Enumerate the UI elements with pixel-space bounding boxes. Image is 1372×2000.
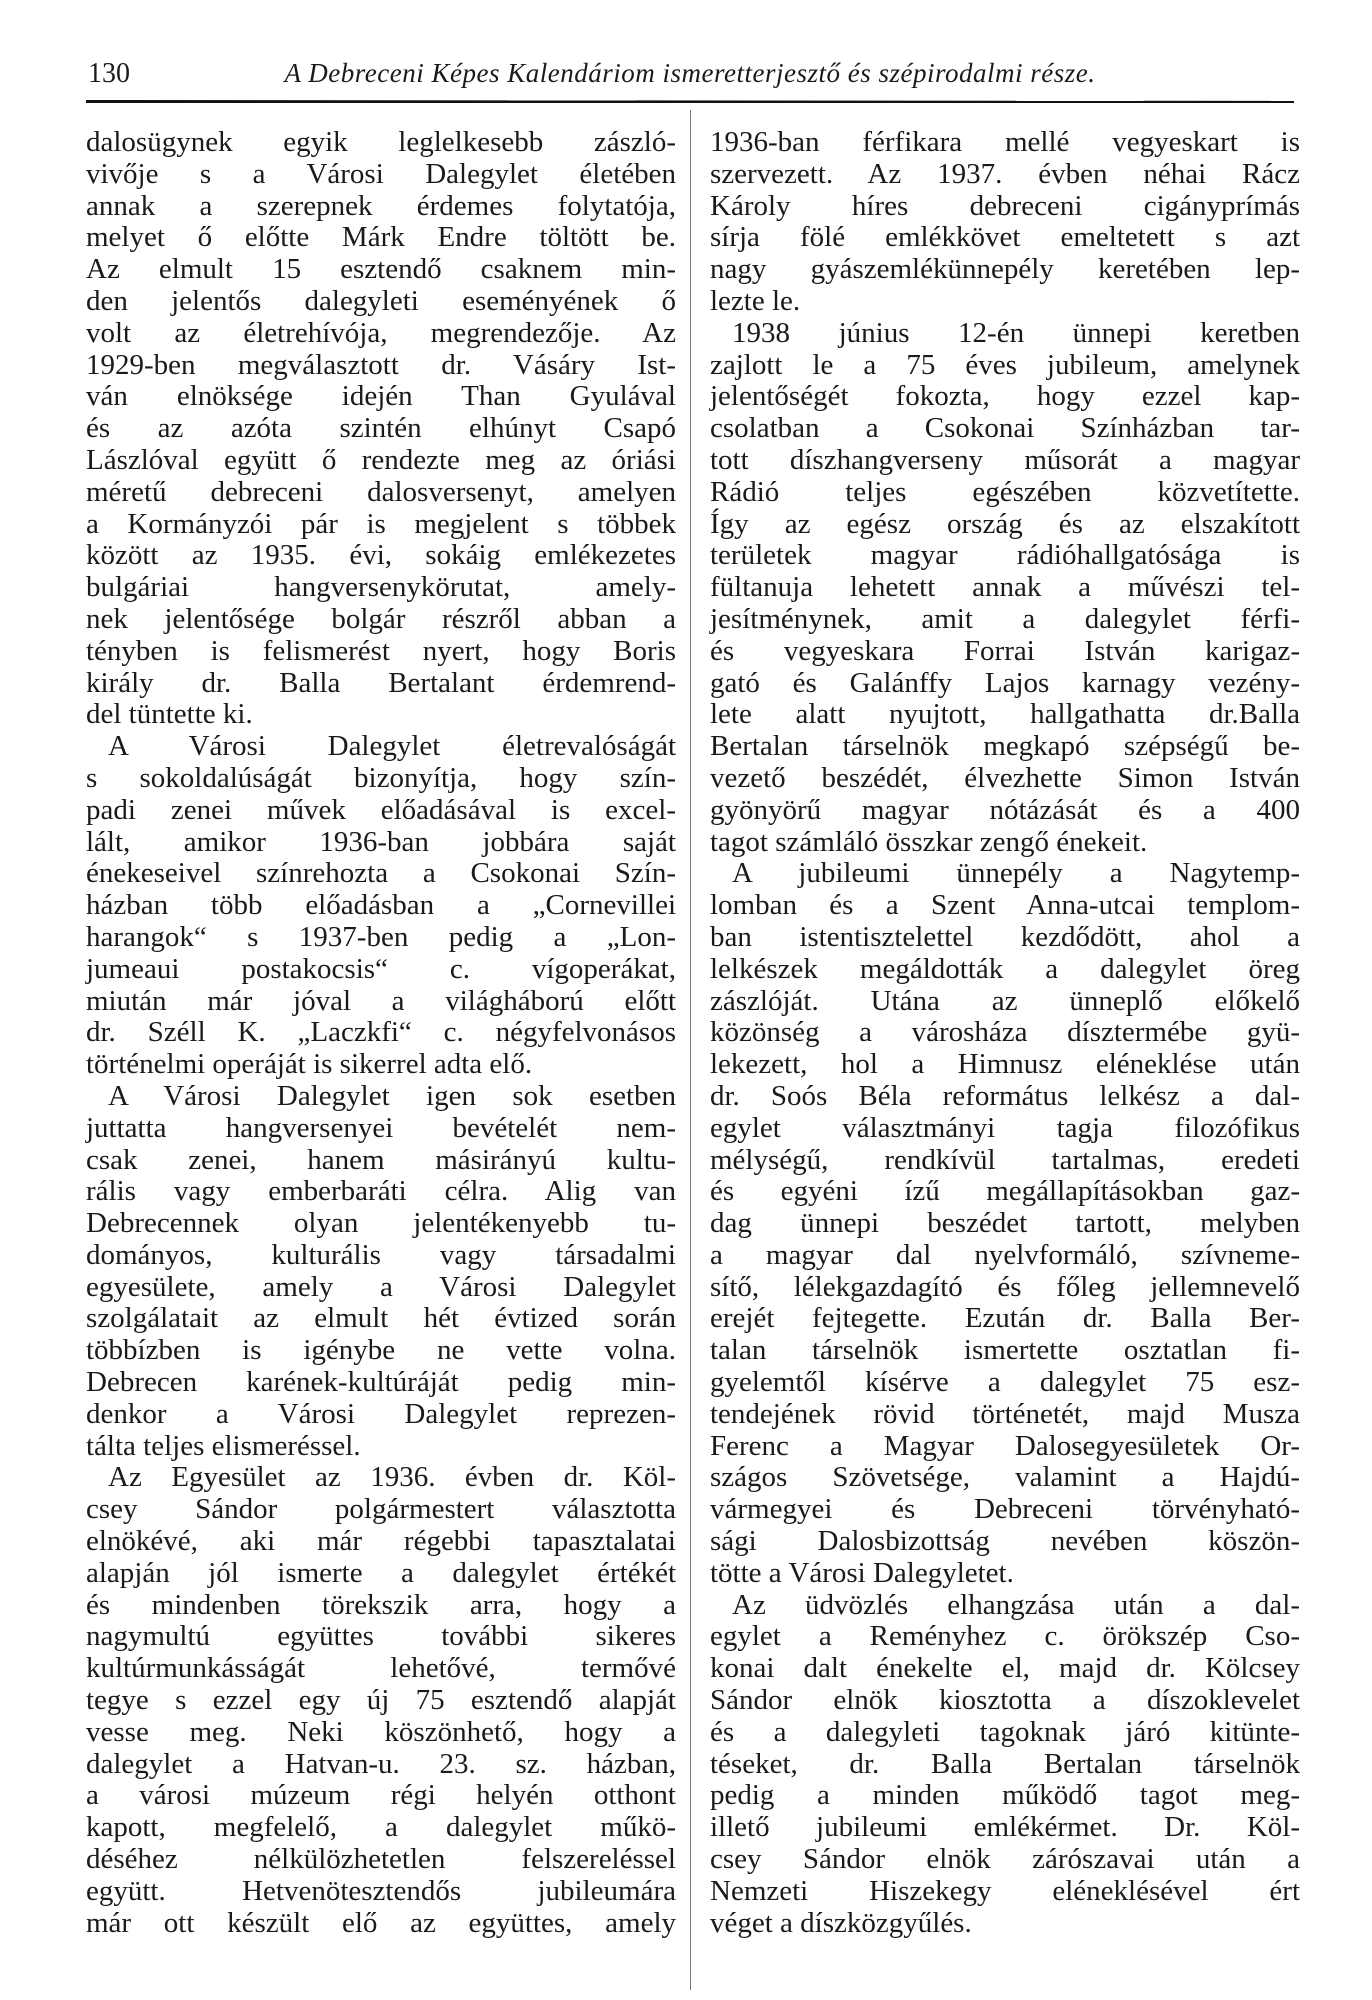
- text-line: zászlóját. Utána az ünneplő előkelő: [710, 984, 1300, 1017]
- text-line: erejét fejtegette. Ezután dr. Balla Ber-: [710, 1302, 1300, 1335]
- text-line: egylet a Reményhez c. örökszép Cso-: [710, 1620, 1300, 1653]
- text-line: 1938 június 12-én ünnepi keretben: [732, 316, 1300, 349]
- text-line: rális vagy emberbaráti célra. Alig van: [86, 1175, 676, 1208]
- text-line: dalosügynek egyik leglelkesebb zászló-: [86, 126, 676, 158]
- text-line: és az azóta szintén elhúnyt Csapó: [86, 412, 676, 445]
- text-line: Az Egyesület az 1936. évben dr. Köl-: [108, 1461, 676, 1494]
- text-line: miután már jóval a világháború előtt: [86, 984, 676, 1017]
- text-line: tagot számláló összkar zengő énekeit.: [710, 825, 1148, 858]
- text-line: gyelemtől kísérve a dalegylet 75 esz-: [710, 1366, 1300, 1399]
- text-line: lált, amikor 1936-ban jobbára saját: [86, 825, 676, 858]
- text-line: a Kormányzói pár is megjelent s többek: [86, 507, 676, 540]
- text-line: Debrecen karének-kultúráját pedig min-: [86, 1366, 676, 1399]
- text-line: szervezett. Az 1937. évben néhai Rácz: [710, 157, 1300, 190]
- text-line: Nemzeti Hiszekegy eléneklésével ért: [710, 1874, 1300, 1907]
- text-line: énekeseivel színrehozta a Csokonai Szín-: [86, 857, 676, 890]
- text-line: dalegylet a Hatvan-u. 23. sz. házban,: [86, 1747, 676, 1780]
- text-line: kapott, megfelelő, a dalegylet műkö-: [86, 1811, 676, 1844]
- text-line: tegye s ezzel egy új 75 esztendő alapját: [86, 1684, 676, 1717]
- text-line: A Városi Dalegylet életrevalóságát: [108, 730, 676, 763]
- text-line: a magyar dal nyelvformáló, szívneme-: [710, 1238, 1300, 1271]
- text-line: ban istentisztelettel kezdődött, ahol a: [710, 920, 1300, 953]
- text-line: tényben is felismerést nyert, hogy Boris: [86, 634, 676, 667]
- text-line: gató és Galánffy Lajos karnagy vezény-: [710, 666, 1300, 699]
- text-line: Így az egész ország és az elszakított: [710, 507, 1300, 540]
- text-line: s sokoldalúságát bizonyítja, hogy szín-: [86, 761, 676, 794]
- text-line: sági Dalosbizottság nevében köszön-: [710, 1525, 1300, 1558]
- text-line: tötte a Városi Dalegyletet.: [710, 1556, 1014, 1589]
- text-line: többízben is igénybe ne vette volna.: [86, 1334, 676, 1367]
- text-line: Sándor elnök kiosztotta a díszoklevelet: [710, 1684, 1300, 1717]
- text-line: melyet ő előtte Márk Endre töltött be.: [86, 221, 676, 254]
- text-line: tott díszhangverseny műsorát a magyar: [710, 443, 1300, 476]
- text-line: denkor a Városi Dalegylet reprezen-: [86, 1397, 676, 1430]
- text-line: szágos Szövetsége, valamint a Hajdú-: [710, 1461, 1300, 1494]
- text-line: 1929-ben megválasztott dr. Vásáry Ist-: [86, 348, 676, 381]
- text-line: csolatban a Csokonai Színházban tar-: [710, 412, 1300, 445]
- text-line: király dr. Balla Bertalant érdemrend-: [86, 666, 676, 699]
- text-line: véget a díszközgyűlés.: [710, 1906, 972, 1939]
- text-line: konai dalt énekelte el, majd dr. Kölcsey: [710, 1652, 1300, 1685]
- text-line: kultúrmunkásságát lehetővé, termővé: [86, 1652, 676, 1685]
- text-line: nagymultú együttes további sikeres: [86, 1620, 676, 1653]
- text-line: tendejének rövid történetét, majd Musza: [710, 1397, 1300, 1430]
- text-line: vivője s a Városi Dalegylet életében: [86, 157, 676, 190]
- text-line: már ott készült elő az együttes, amely: [86, 1906, 676, 1939]
- text-line: a városi múzeum régi helyén otthont: [86, 1779, 676, 1812]
- text-line: zajlott le a 75 éves jubileum, amelynek: [710, 348, 1300, 381]
- text-line: Ferenc a Magyar Dalosegyesületek Or-: [710, 1429, 1300, 1462]
- text-line: padi zenei művek előadásával is excel-: [86, 793, 676, 826]
- text-line: déséhez nélkülözhetetlen felszereléssel: [86, 1843, 676, 1876]
- text-line: lete alatt nyujtott, hallgathatta dr.Balla: [710, 698, 1300, 731]
- text-line: nek jelentősége bolgár részről abban a: [86, 602, 676, 635]
- text-line: egylet választmányi tagja filozófikus: [710, 1111, 1300, 1144]
- text-line: csak zenei, hanem másirányú kultu-: [86, 1143, 676, 1176]
- text-line: bulgáriai hangversenykörutat, amely-: [86, 571, 676, 604]
- text-line: Bertalan társelnök megkapó szépségű be-: [710, 730, 1300, 763]
- text-line: lomban és a Szent Anna-utcai templom-: [710, 889, 1300, 922]
- text-line: dományos, kulturális vagy társadalmi: [86, 1238, 676, 1271]
- text-line: A Városi Dalegylet igen sok esetben: [108, 1079, 676, 1112]
- text-line: ván elnöksége idején Than Gyulával: [86, 380, 676, 413]
- text-line: házban több előadásban a „Cornevillei: [86, 889, 676, 922]
- text-line: méretű debreceni dalosversenyt, amelyen: [86, 475, 676, 508]
- text-line: területek magyar rádióhallgatósága is: [710, 539, 1300, 572]
- text-line: juttatta hangversenyei bevételét nem-: [86, 1111, 676, 1144]
- text-line: dr. Széll K. „Laczkfi“ c. négyfelvonásos: [86, 1016, 676, 1049]
- text-line: tálta teljes elismeréssel.: [86, 1429, 361, 1462]
- text-line: szolgálatait az elmult hét évtized során: [86, 1302, 676, 1335]
- text-line: közönség a városháza dísztermébe gyü-: [710, 1016, 1300, 1049]
- text-line: és egyéni ízű megállapításokban gaz-: [710, 1175, 1300, 1208]
- text-line: dr. Soós Béla református lelkész a dal-: [710, 1079, 1300, 1112]
- text-line: csey Sándor elnök zárószavai után a: [710, 1843, 1300, 1876]
- text-line: alapján jól ismerte a dalegylet értékét: [86, 1556, 676, 1589]
- text-line: illető jubileumi emlékérmet. Dr. Köl-: [710, 1811, 1300, 1844]
- text-line: sírja fölé emlékkövet emeltetett s azt: [710, 221, 1300, 254]
- text-line: sítő, lélekgazdagító és főleg jellemnevelő: [710, 1270, 1300, 1303]
- text-line: csey Sándor polgármestert választotta: [86, 1493, 676, 1526]
- column-divider: [690, 110, 691, 1990]
- text-line: Debrecennek olyan jelentékenyebb tu-: [86, 1207, 676, 1240]
- text-line: annak a szerepnek érdemes folytatója,: [86, 189, 676, 222]
- text-line: és mindenben törekszik arra, hogy a: [86, 1588, 676, 1621]
- text-line: nagy gyászemlékünnepély keretében lep-: [710, 253, 1300, 286]
- text-line: vármegyei és Debreceni törvényható-: [710, 1493, 1300, 1526]
- text-line: és vegyeskara Forrai István karigaz-: [710, 634, 1300, 667]
- text-line: mélységű, rendkívül tartalmas, eredeti: [710, 1143, 1300, 1176]
- text-line: lelkészek megáldották a dalegylet öreg: [710, 952, 1300, 985]
- text-line: gyönyörű magyar nótázását és a 400: [710, 793, 1300, 826]
- text-line: den jelentős dalegyleti eseményének ő: [86, 284, 676, 317]
- text-line: lekezett, hol a Himnusz eléneklése után: [710, 1048, 1300, 1081]
- text-line: téseket, dr. Balla Bertalan társelnök: [710, 1747, 1300, 1780]
- text-line: elnökévé, aki már régebbi tapasztalatai: [86, 1525, 676, 1558]
- text-line: 1936-ban férfikara mellé vegyeskart is: [710, 126, 1300, 158]
- text-line: együtt. Hetvenötesztendős jubileumára: [86, 1874, 676, 1907]
- text-line: A jubileumi ünnepély a Nagytemp-: [732, 857, 1300, 890]
- text-line: Az üdvözlés elhangzása után a dal-: [732, 1588, 1300, 1621]
- text-line: fültanuja lehetett annak a művészi tel-: [710, 571, 1300, 604]
- text-line: del tüntette ki.: [86, 698, 253, 731]
- text-line: dag ünnepi beszédet tartott, melyben: [710, 1207, 1300, 1240]
- text-line: jelentőségét fokozta, hogy ezzel kap-: [710, 380, 1300, 413]
- text-line: történelmi operáját is sikerrel adta elő.: [86, 1048, 533, 1081]
- text-line: egyesülete, amely a Városi Dalegylet: [86, 1270, 676, 1303]
- text-line: jesítménynek, amit a dalegylet férfi-: [710, 602, 1300, 635]
- text-line: jumeaui postakocsis“ c. vígoperákat,: [86, 952, 676, 985]
- text-line: Lászlóval együtt ő rendezte meg az óriási: [86, 443, 676, 476]
- running-title: A Debreceni Képes Kalendáriom ismeretterjesztő és szépirodalmi része.: [284, 58, 1096, 88]
- text-line: Károly híres debreceni cigányprímás: [710, 189, 1300, 222]
- text-line: és a dalegyleti tagoknak járó kitünte-: [710, 1715, 1300, 1748]
- text-line: volt az életrehívója, megrendezője. Az: [86, 316, 676, 349]
- text-line: talan társelnök ismertette osztatlan fi-: [710, 1334, 1300, 1367]
- text-line: Az elmult 15 esztendő csaknem min-: [86, 253, 676, 286]
- text-line: Rádió teljes egészében közvetítette.: [710, 475, 1300, 508]
- text-line: között az 1935. évi, sokáig emlékezetes: [86, 539, 676, 572]
- left-column: [86, 127, 676, 1939]
- text-line: vezető beszédét, élvezhette Simon István: [710, 761, 1300, 794]
- right-column: [710, 127, 1300, 1939]
- page-number: 130: [88, 58, 130, 89]
- text-line: vesse meg. Neki köszönhető, hogy a: [86, 1715, 676, 1748]
- text-line: harangok“ s 1937-ben pedig a „Lon-: [86, 920, 676, 953]
- text-line: pedig a minden működő tagot meg-: [710, 1779, 1300, 1812]
- text-line: lezte le.: [710, 284, 801, 317]
- header-rule: [86, 100, 1294, 103]
